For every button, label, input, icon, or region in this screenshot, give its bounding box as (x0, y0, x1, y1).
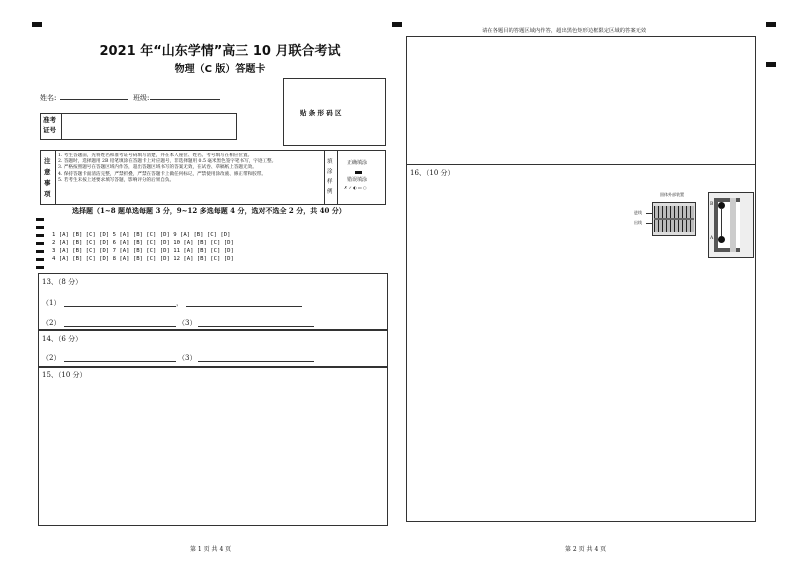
fill-wrong-label: 错误填涂 (347, 177, 368, 183)
choice-row[interactable]: 3 [A] [B] [C] [D] 7 [A] [B] [C] [D] 11 [A] [B] [C] [D] (52, 248, 234, 254)
registration-mark-right (766, 62, 776, 67)
q13-label: 13、（8 分） (42, 278, 83, 286)
page-title: 2021 年“山东学情”高三 10 月联合考试 (99, 44, 341, 59)
mc-marker (36, 218, 44, 221)
mc-marker (36, 234, 44, 237)
page-subtitle: 物理（C 版）答题卡 (174, 64, 266, 75)
diagram-label-b: B (710, 202, 714, 207)
page2-header-note: 请在各题目的答题区域内作答，超出黑色矩形边框限定区域的答案无效 (482, 28, 647, 34)
fill-label: 填 涂 样 例 (327, 159, 333, 195)
class-field[interactable] (150, 99, 220, 100)
page1-footer: 第 1 页 共 4 页 (190, 546, 232, 553)
diagram-label-in: 进线 (634, 210, 642, 215)
q16-label: 16、（10 分） (410, 169, 455, 177)
q13-part2-label: （2） (42, 319, 61, 327)
mc-marker (36, 242, 44, 245)
diagram-connector-line (721, 208, 722, 236)
q14-part2-blank[interactable] (64, 361, 176, 362)
notes-text (58, 153, 320, 184)
q14-label: 14、（6 分） (42, 335, 83, 343)
q14-part3-blank[interactable] (198, 361, 314, 362)
choice-row[interactable]: 1 [A] [B] [C] [D] 5 [A] [B] [C] [D] 9 [A] [B] [C] [D] (52, 232, 231, 238)
q13-part3-blank[interactable] (198, 326, 314, 327)
q16-diagram (630, 190, 760, 260)
mc-marker (36, 250, 44, 253)
page2-answer-area-top[interactable] (406, 36, 756, 165)
registration-mark-top-right (766, 22, 776, 27)
fill-wrong-example: ✗ ✓ ◐ ▭ ○ (344, 185, 367, 190)
note-item: 5. 若考生未按上述要求填写答题，影响评分的后果自负。 (58, 177, 175, 183)
diagram-plate (730, 198, 736, 252)
diagram-coil-midline (654, 218, 694, 220)
diagram-label-out: 出线 (634, 220, 642, 225)
note-item: 4. 保持答题卡面清洁完整，严禁折叠，严禁在答题卡上做任何标记，严禁使用涂改液、修正带和胶带。 (58, 171, 266, 177)
exam-id-box[interactable] (40, 113, 237, 140)
q14-part2-label: （2） (42, 354, 61, 362)
fill-correct-label: 正确填涂 (347, 160, 368, 166)
mc-marker (36, 266, 44, 269)
name-label: 姓名: (40, 94, 57, 102)
q15-label: 15、（10 分） (42, 371, 87, 379)
q14-part3-label: （3） (178, 354, 197, 362)
class-label: 班级: (133, 94, 150, 102)
fill-correct-example (355, 171, 362, 174)
note-item: 1. 考生答题前，先将姓名和准考证号码填写清楚，并在本人座位、姓名、考号填写在相应位置。 (58, 153, 253, 158)
barcode-label: 贴 条 形 码 区 (300, 109, 342, 117)
note-item: 3. 严格按照题号在答题区域内作答，超出答题区域书写的答案无效，在试卷、草稿纸上答题无效。 (58, 165, 257, 171)
q15-answer-area[interactable] (38, 367, 388, 526)
diagram-label-a: A (710, 236, 714, 241)
name-field[interactable] (60, 99, 128, 100)
registration-mark-top-left (32, 22, 42, 27)
q13-part2-blank[interactable] (64, 326, 176, 327)
q13-part1-blank-b[interactable] (186, 306, 302, 307)
q13-part1-blank-a[interactable] (64, 306, 176, 307)
q13-part3-label: （3） (178, 319, 197, 327)
diagram-point-a (718, 236, 725, 243)
mc-marker (36, 258, 44, 261)
diagram-label-top: 固体外部装置 (660, 192, 684, 197)
mc-header: 选择题（1~8 题单选每题 3 分，9~12 多选每题 4 分，选对不选全 2 分，共 40 分） (72, 206, 346, 215)
page2-footer: 第 2 页 共 4 页 (565, 546, 607, 553)
choice-row[interactable]: 2 [A] [B] [C] [D] 6 [A] [B] [C] [D] 10 [A] [B] [C] [D] (52, 240, 234, 246)
registration-mark-top-center (392, 22, 402, 27)
exam-id-label: 准考证号 (43, 116, 56, 134)
notes-label: 注 意 事 项 (44, 157, 51, 198)
choice-row[interactable]: 4 [A] [B] [C] [D] 8 [A] [B] [C] [D] 12 [A] [B] [C] [D] (52, 256, 234, 262)
q13-comma: ， (176, 299, 183, 307)
q13-answer-area[interactable] (38, 273, 388, 330)
mc-marker (36, 226, 44, 229)
q13-part1-label: （1） (42, 299, 61, 307)
note-item: 2. 答题时，选择题用 2B 铅笔填涂在答题卡上对应题号，非选择题用 0.5 毫米黑色签字笔书写，字迹工整。 (58, 159, 277, 165)
